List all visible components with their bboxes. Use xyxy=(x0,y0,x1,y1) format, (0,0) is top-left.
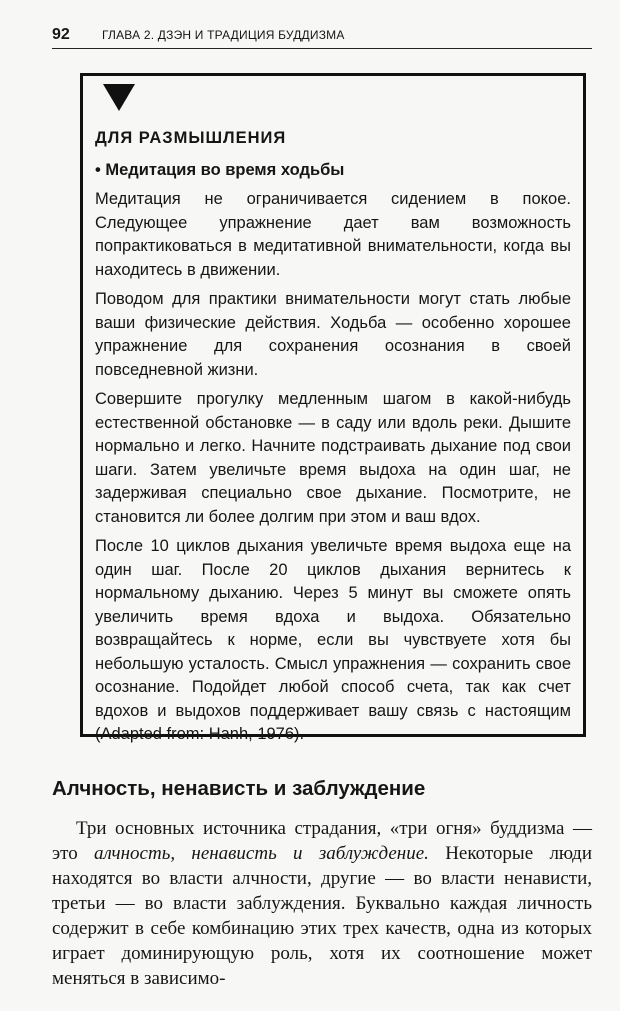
running-header xyxy=(52,26,592,49)
body-text-emphasis: алчность, ненависть и заблуждение. xyxy=(94,843,429,864)
box-paragraph-2: Поводом для практики внимательности могут стать любые ваши физические действия. Ходьба — особенно хорошее упражнение для сохранения осознания в своей повседневной жизни. xyxy=(95,290,571,379)
box-paragraph-1: Медитация не ограничивается сидением в покое. Следующее упражнение дает вам возможность попрактиковаться в медитативной внимательности, когда вы находитесь в движении. xyxy=(95,190,571,279)
box-subheading: • Медитация во время ходьбы xyxy=(95,161,345,179)
body-text-rest: Некоторые люди находятся во власти алчности, другие — во власти ненависти, третьи — во власти заблуждения. Буквально каждая личность содержит в себе комбинацию этих трех качеств, одна из которых играет доминирующую роль, хотя их соотношение может меняться в зависимо- xyxy=(52,843,592,989)
box-heading: ДЛЯ РАЗМЫШЛЕНИЯ xyxy=(95,129,287,147)
box-paragraph-3: Совершите прогулку медленным шагом в какой-нибудь естественной обстановке — в саду или вдоль реки. Дышите нормально и легко. Начните подстраивать дыхание под свои шаги. Затем увеличьте время выдоха на один шаг, не задерживая специально свое дыхание. Посмотрите, не становится ли более долгим при этом и ваш вдох. xyxy=(95,390,571,526)
reflection-box-content xyxy=(95,128,571,753)
box-paragraph-4: После 10 циклов дыхания увеличьте время выдоха еще на один шаг. После 20 циклов дыхания вернитесь к нормальному дыханию. Через 5 минут вы сможете опять увеличить время вдоха и выдоха. Обязательно возвращайтесь к норме, если вы чувствуете хотя бы небольшую усталость. Смысл упражнения — сохранить свое осознание. Подойдет любой способ счета, так как счет вдохов и выдохов поддерживает вашу связь с настоящим (Adapted from: Hanh, 1976). xyxy=(95,537,571,743)
chapter-running-head: ГЛАВА 2. ДЗЭН И ТРАДИЦИЯ БУДДИЗМА xyxy=(102,28,345,42)
body-paragraph xyxy=(52,816,592,991)
section-title: Алчность, ненависть и заблуждение xyxy=(52,777,426,800)
page-number: 92 xyxy=(52,26,70,43)
triangle-down-icon xyxy=(103,84,135,111)
body-text-start: Три основных источника страдания, «три огня» буддизма — это xyxy=(52,818,592,864)
reflection-box xyxy=(80,73,586,743)
